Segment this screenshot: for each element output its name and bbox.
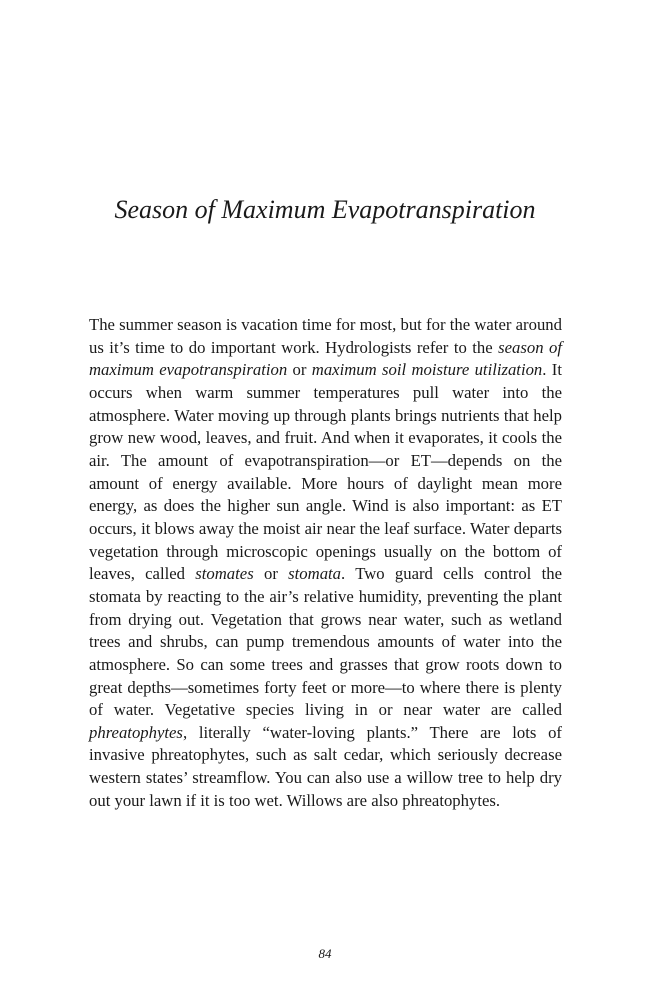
page-number: 84 bbox=[318, 946, 332, 961]
chapter-title: Season of Maximum Evapotranspiration bbox=[114, 195, 536, 224]
italic-term: stomates bbox=[195, 564, 254, 584]
paragraph-text: The summer season is vacation time for most, but for the water around us it’s time to do important work. Hydrologists refer to the bbox=[89, 315, 562, 357]
italic-term: season of maximum evapotranspiration bbox=[89, 337, 562, 380]
paragraph-text: or bbox=[253, 564, 289, 584]
italic-term: stomata bbox=[288, 564, 342, 584]
italic-term: phreatophytes bbox=[89, 722, 183, 742]
italic-term: maximum soil moisture utilization bbox=[311, 360, 543, 380]
paragraph-text: . It occurs when warm summer temperatures pull water into the atmosphere. Water moving up through plants brings nutrients that help grow new wood, leaves, and fruit. And when it evaporates, it cools the air. The amount of evapotranspiration—or ET—depends on the amount of energy available. More hours of daylight mean more energy, as does the higher sun angle. Wind is also important: as ET occurs, it blows away the moist air near the leaf surface. Water departs vegetation through microscopic openings usually on the bottom of leaves, called bbox=[89, 360, 562, 584]
paragraph-text: or bbox=[287, 360, 312, 380]
paragraph-text: . Two guard cells control the stomata by reacting to the air’s relative humidity, preventing the plant from drying out. Vegetation that grows near water, such as wetland trees and shrubs, can pump tremendous amounts of water into the atmosphere. So can some trees and grasses that grow roots down to great depths—sometimes forty feet or more—to where there is plenty of water. Vegetative species living in or near water are called bbox=[89, 564, 562, 720]
body-paragraph bbox=[89, 314, 562, 812]
paragraph-text: , literally “water-loving plants.” There are lots of invasive phreatophytes, such as salt cedar, which seriously decrease western states’ streamflow. You can also use a willow tree to help dry out your lawn if it is too wet. Willows are also phreatophytes. bbox=[89, 722, 562, 810]
